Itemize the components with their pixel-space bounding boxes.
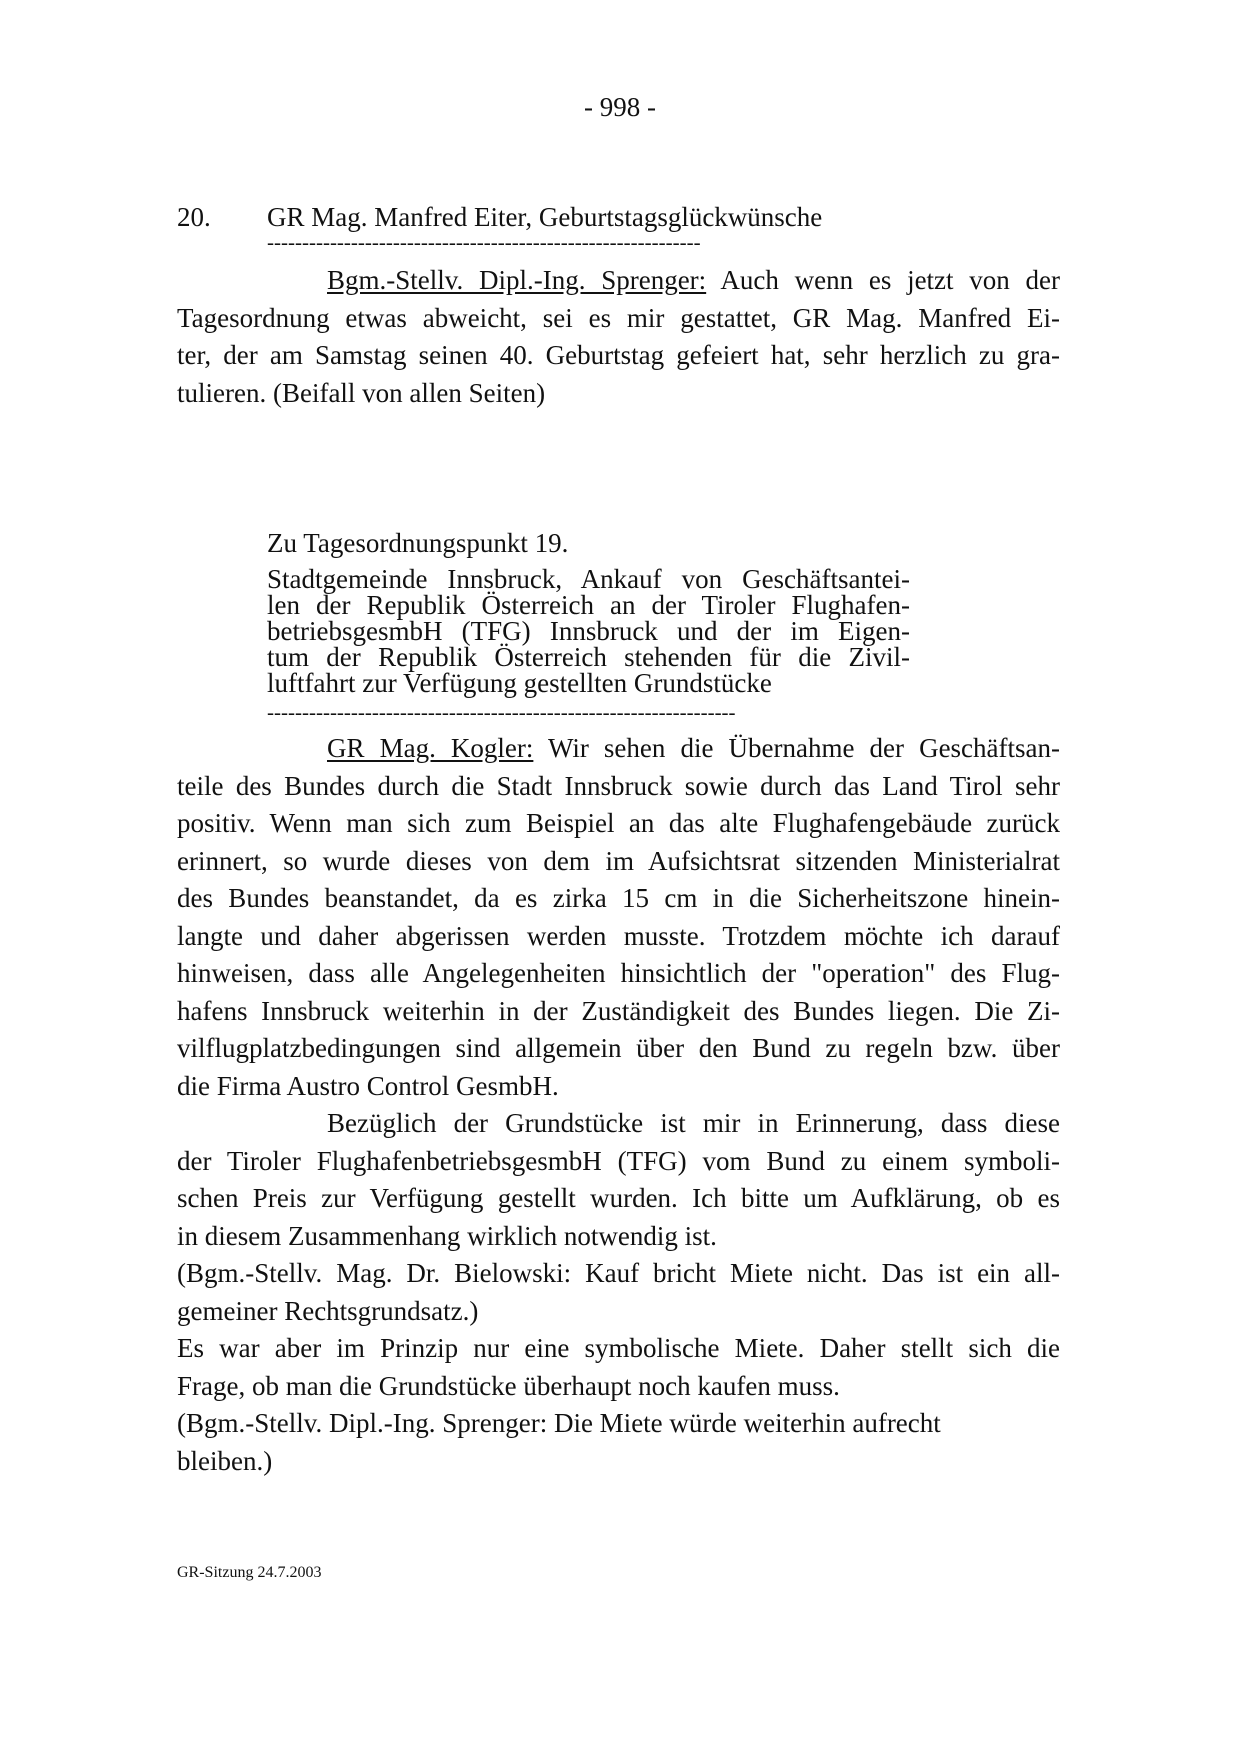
text-line: des Bundes beanstandet, da es zirka 15 cm in die Sicherheitszone hinein- [177, 883, 1060, 913]
agenda-item-19-title [267, 566, 910, 696]
text-line: Bgm.-Stellv. Dipl.-Ing. Sprenger: Auch wenn es jetzt von der [327, 265, 1060, 295]
text-line: teile des Bundes durch die Stadt Innsbruck sowie durch das Land Tirol sehr [177, 770, 1060, 801]
text-line: die Firma Austro Control GesmbH. [177, 1070, 559, 1101]
paragraph-birthday-wishes [177, 262, 1060, 412]
speaker-name: Bgm.-Stellv. Dipl.-Ing. Sprenger: [327, 265, 707, 295]
text-line: positiv. Wenn man sich zum Beispiel an das alte Flughafengebäude zurück [177, 808, 1060, 838]
page-footer: GR-Sitzung 24.7.2003 [177, 1564, 322, 1581]
page-number: - 998 - [584, 92, 656, 122]
title-line: betriebsgesmbH (TFG) Innsbruck und der im Eigen- [267, 616, 910, 646]
title-line: len der Republik Österreich an der Tiroler Flughafen- [267, 590, 910, 620]
title-line: luftfahrt zur Verfügung gestellten Grundstücke [267, 668, 772, 698]
text-line: Tagesordnung etwas abweicht, sei es mir gestattet, GR Mag. Manfred Ei- [177, 302, 1060, 333]
text-line: vilflugplatzbedingungen sind allgemein über den Bund zu regeln bzw. über [177, 1033, 1060, 1063]
text-line: ter, der am Samstag seinen 40. Geburtstag gefeiert hat, sehr herzlich zu gra- [177, 340, 1060, 370]
title-line: Stadtgemeinde Innsbruck, Ankauf von Geschäftsantei- [267, 564, 910, 594]
text-line: Bezüglich der Grundstücke ist mir in Erinnerung, dass diese [327, 1108, 1060, 1138]
agenda-item-title: GR Mag. Manfred Eiter, Geburtstagsglückwünsche [267, 202, 823, 232]
separator-line: -------------------------------------------------------------- [267, 232, 701, 252]
text-line: schen Preis zur Verfügung gestellt wurden. Ich bitte um Aufklärung, ob es [177, 1183, 1060, 1213]
interjection-line: (Bgm.-Stellv. Mag. Dr. Bielowski: Kauf bricht Miete nicht. Das ist ein all- [177, 1258, 1060, 1288]
text-line: hafens Innsbruck weiterhin in der Zuständigkeit des Bundes liegen. Die Zi- [177, 995, 1060, 1026]
text-line: in diesem Zusammenhang wirklich notwendig ist. [177, 1220, 717, 1251]
text-line: hinweisen, dass alle Angelegenheiten hinsichtlich der "operation" des Flug- [177, 958, 1060, 988]
interjection-line: (Bgm.-Stellv. Dipl.-Ing. Sprenger: Die Miete würde weiterhin aufrecht [177, 1408, 941, 1438]
agenda-reference-label: Zu Tagesordnungspunkt 19. [267, 528, 569, 558]
agenda-item-20-heading [177, 200, 822, 234]
agenda-item-number: 20. [177, 202, 211, 232]
paragraph-kogler-speech [177, 730, 1060, 1480]
text-line: Frage, ob man die Grundstücke überhaupt noch kaufen muss. [177, 1370, 840, 1401]
speaker-name: GR Mag. Kogler: [327, 733, 534, 763]
text-line: GR Mag. Kogler: Wir sehen die Übernahme der Geschäftsan- [327, 733, 1061, 763]
text-line: Es war aber im Prinzip nur eine symbolische Miete. Daher stellt sich die [177, 1333, 1060, 1363]
text-line: langte und daher abgerissen werden musste. Trotzdem möchte ich darauf [177, 920, 1060, 951]
title-line: tum der Republik Österreich stehenden für die Zivil- [267, 642, 910, 672]
interjection-line: gemeiner Rechtsgrundsatz.) [177, 1295, 479, 1326]
text-line: erinnert, so wurde dieses von dem im Aufsichtsrat sitzenden Ministerialrat [177, 845, 1060, 876]
text-line: tulieren. (Beifall von allen Seiten) [177, 377, 546, 408]
text-line: der Tiroler FlughafenbetriebsgesmbH (TFG) vom Bund zu einem symboli- [177, 1145, 1060, 1176]
separator-line: ------------------------------------------------------------------- [267, 702, 736, 722]
interjection-line: bleiben.) [177, 1445, 273, 1476]
